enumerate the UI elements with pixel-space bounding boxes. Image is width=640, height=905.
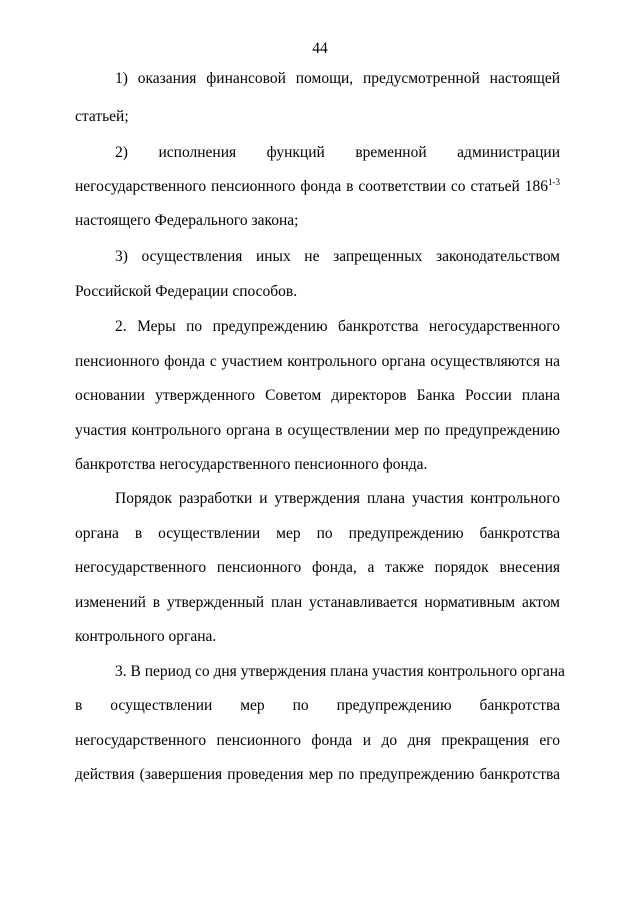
article-superscript: 1-3 bbox=[548, 177, 560, 187]
text-line: контрольного органа. bbox=[75, 628, 217, 645]
text-line: негосударственного пенсионного фонда, а также порядок внесения bbox=[75, 559, 560, 576]
text-line: банкротства негосударственного пенсионного фонда. bbox=[75, 456, 428, 473]
text-line: негосударственного пенсионного фонда и до дня прекращения его bbox=[75, 732, 560, 749]
text-line: 3. В период со дня утверждения плана участия контрольного органа bbox=[115, 663, 565, 680]
page-number: 44 bbox=[312, 40, 328, 57]
text-line: статьей; bbox=[75, 108, 129, 125]
text-line: в осуществлении мер по предупреждению банкротства bbox=[75, 697, 560, 714]
text-line: Порядок разработки и утверждения плана участия контрольного bbox=[115, 490, 560, 507]
text-line: настоящего Федерального закона; bbox=[75, 212, 299, 229]
text-line: участия контрольного органа в осуществлении мер по предупреждению bbox=[75, 422, 560, 439]
text-line: Российской Федерации способов. bbox=[75, 283, 298, 300]
text-line: 2. Меры по предупреждению банкротства негосударственного bbox=[115, 318, 560, 335]
text-line: 3) осуществления иных не запрещенных законодательством bbox=[115, 248, 560, 265]
text-line bbox=[75, 178, 560, 196]
text-line: органа в осуществлении мер по предупреждению банкротства bbox=[75, 525, 560, 542]
text-line: основании утвержденного Советом директоров Банка России плана bbox=[75, 387, 560, 404]
text-line: 2) исполнения функций временной администрации bbox=[115, 144, 560, 161]
text-line: действия (завершения проведения мер по предупреждению банкротства bbox=[75, 766, 560, 783]
text-line: изменений в утвержденный план устанавливается нормативным актом bbox=[75, 594, 560, 611]
text-line: пенсионного фонда с участием контрольного органа осуществляются на bbox=[75, 353, 560, 370]
text-line: 1) оказания финансовой помощи, предусмотренной настоящей bbox=[115, 70, 560, 87]
text-line-main: негосударственного пенсионного фонда в соответствии со статьей 186 bbox=[75, 178, 548, 195]
